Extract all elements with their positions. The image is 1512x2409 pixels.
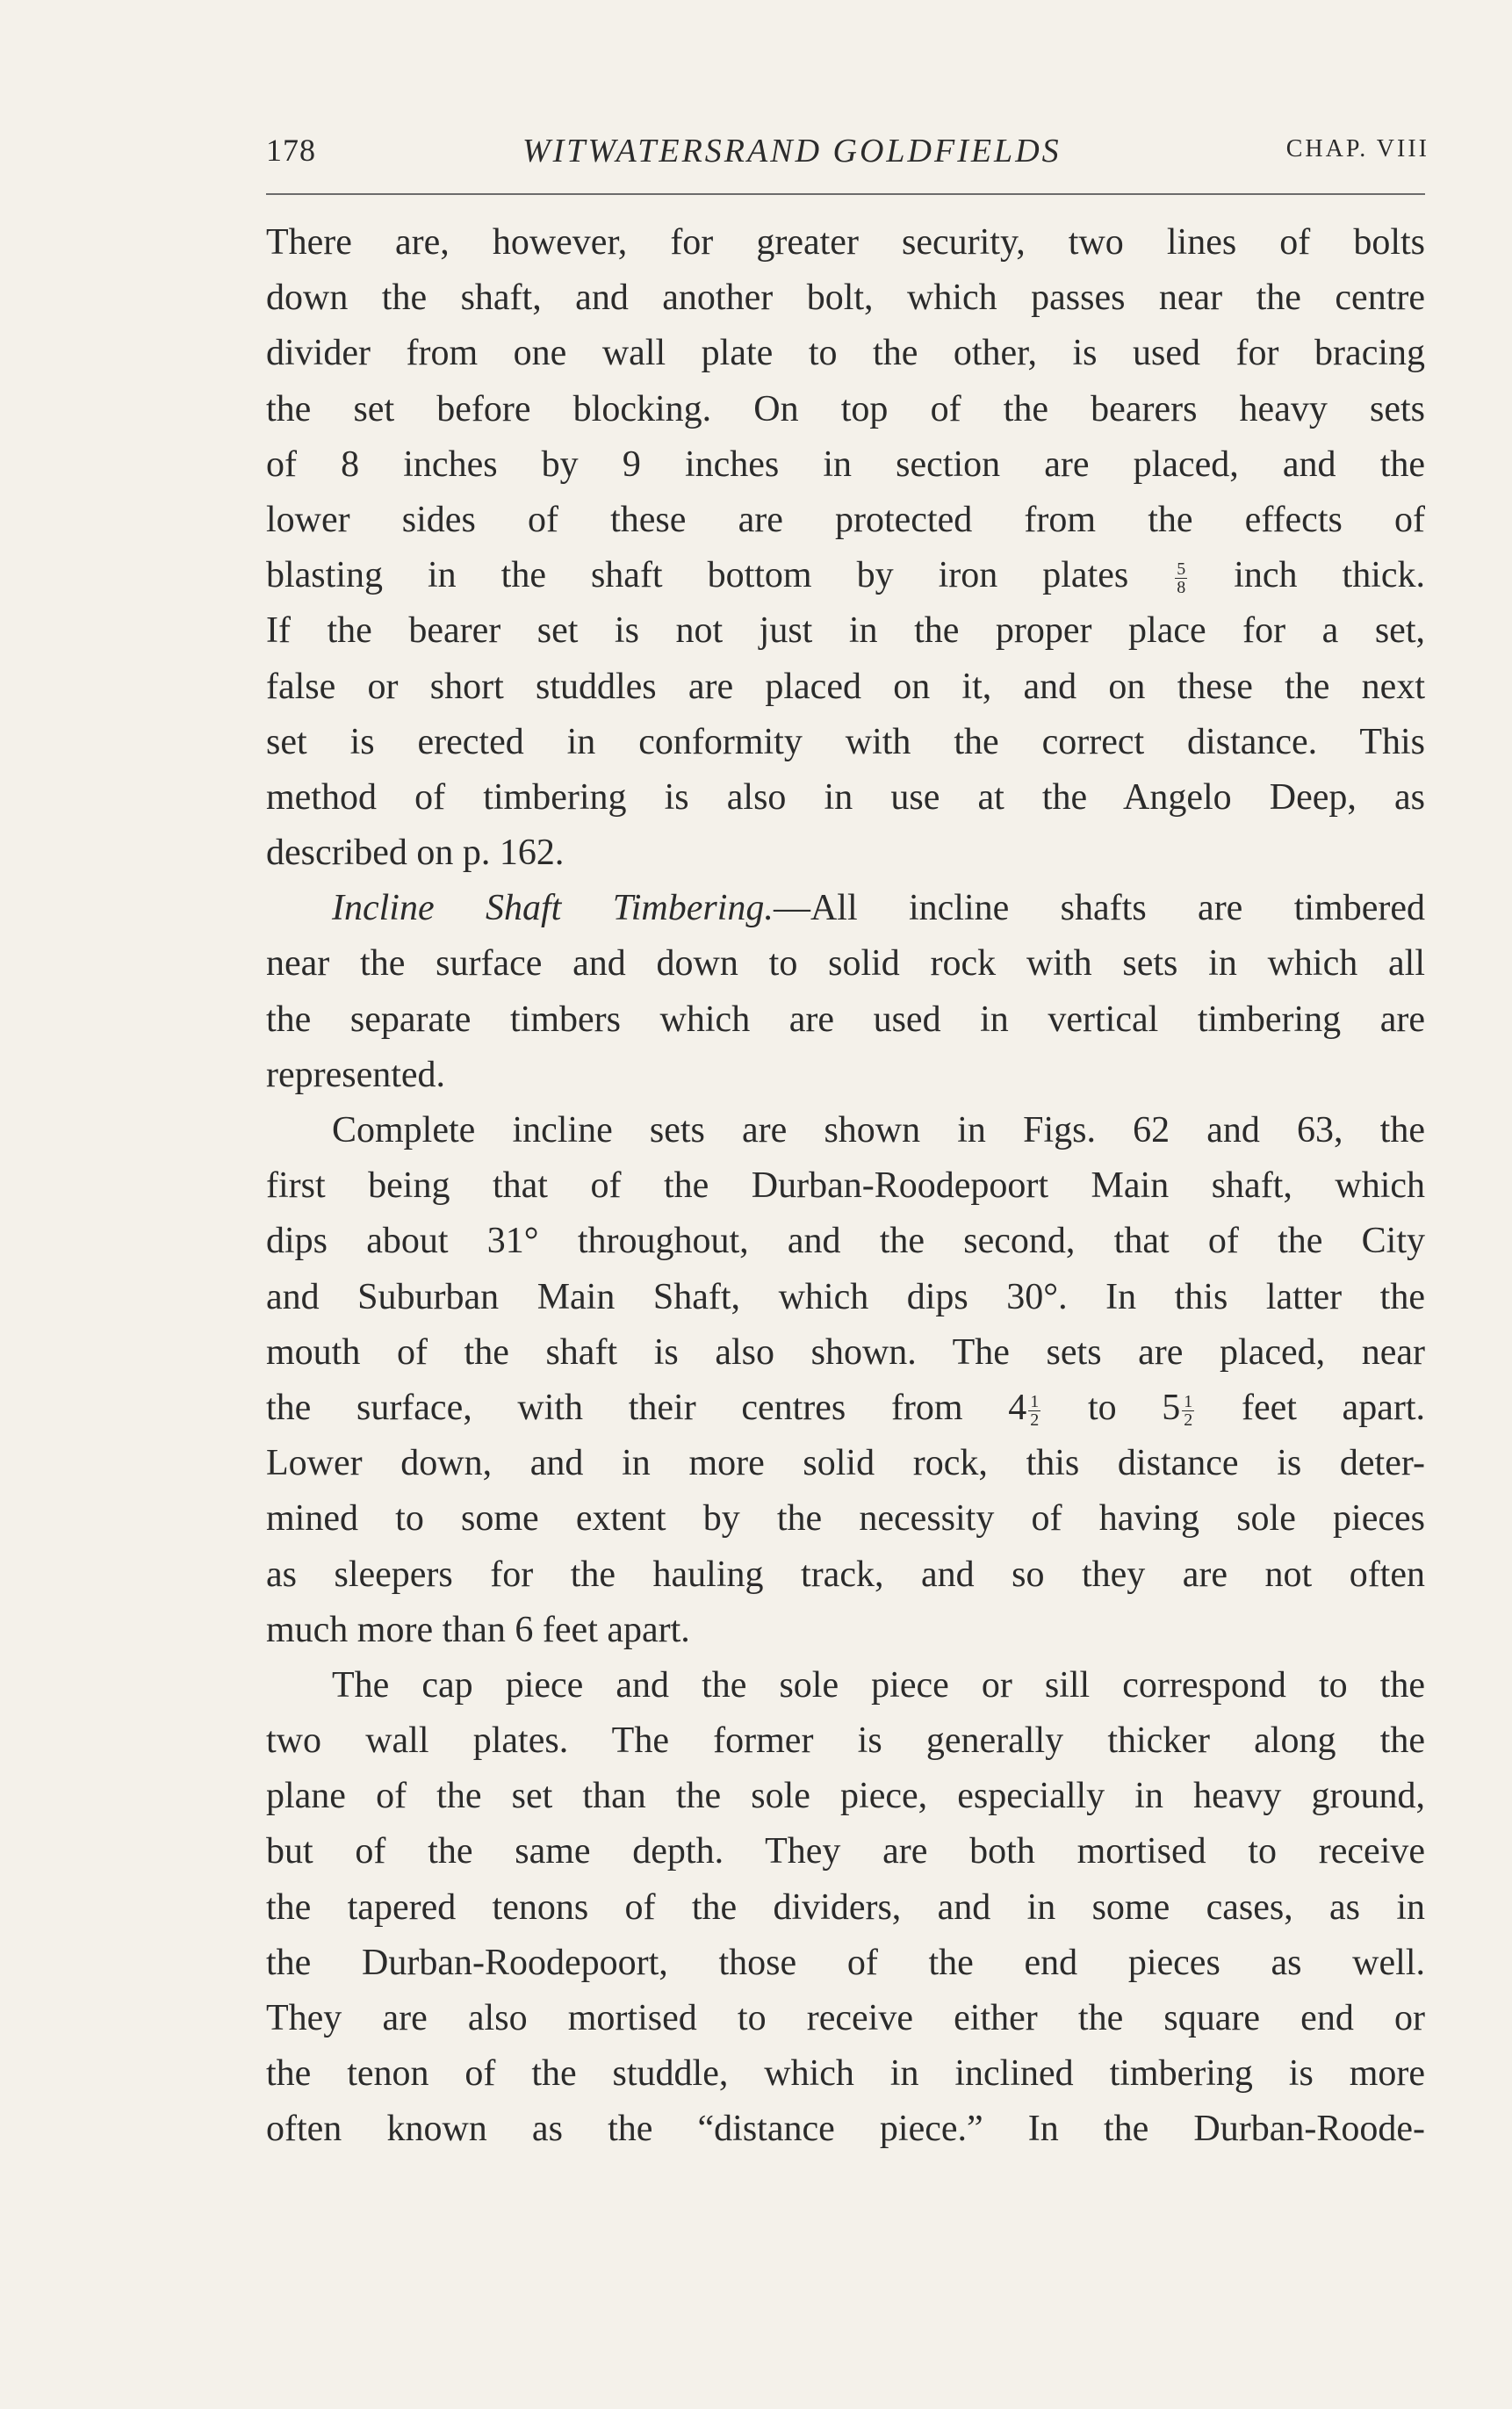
text-line: Complete incline sets are shown in Figs. 62 and 63, the (332, 1110, 1425, 1150)
mixed-number-5-half (1162, 1388, 1196, 1428)
fraction-numerator: 5 (1177, 559, 1186, 579)
text-line: first being that of the Durban-Roodepoort Main shaft, which (266, 1165, 1425, 1207)
text-line: represented. (266, 1054, 446, 1095)
text-line (266, 1381, 1425, 1436)
text-line: much more than 6 feet apart. (266, 1609, 690, 1650)
text-line: of 8 inches by 9 inches in section are placed, and the (266, 444, 1425, 485)
fraction-denominator: 2 (1184, 1410, 1193, 1430)
whole-number: 4 (1008, 1387, 1027, 1428)
fraction-half (1182, 1393, 1194, 1429)
text-line: often known as the “distance piece.” In the Durban-Roode- (266, 2109, 1425, 2150)
text-line: as sleepers for the hauling track, and so they are not often (266, 1554, 1425, 1595)
fraction-numerator: 1 (1030, 1391, 1040, 1411)
text-line: the separate timbers which are used in vertical timbering are (266, 999, 1425, 1040)
text-line: method of timbering is also in use at the Angelo Deep, as (266, 776, 1425, 818)
whole-number: 5 (1162, 1387, 1181, 1428)
text-line: lower sides of these are protected from the effects of (266, 499, 1425, 540)
text-line: If the bearer set is not just in the proper place for a set, (266, 610, 1425, 652)
text-line: the set before blocking. On top of the bearers heavy sets (266, 388, 1425, 429)
text-line: mined to some extent by the necessity of having sole pieces (266, 1498, 1425, 1540)
text-segment: feet apart. (1241, 1387, 1425, 1428)
fraction-denominator: 8 (1177, 577, 1186, 597)
text-line: mouth of the shaft is also shown. The sets are placed, near (266, 1331, 1425, 1373)
text-line: set is erected in conformity with the correct distance. This (266, 721, 1425, 762)
text-line: and Suburban Main Shaft, which dips 30°. In this latter the (266, 1276, 1425, 1317)
text-line: There are, however, for greater security, two lines of bolts (266, 222, 1425, 263)
chapter-label: CHAP. VIII (1285, 135, 1429, 162)
running-title: WITWATERSRAND GOLDFIELDS (522, 133, 1062, 169)
text-line: divider from one wall plate to the other, is used for bracing (266, 333, 1425, 374)
text-segment: the surface, with their centres from (266, 1387, 963, 1428)
text-line (266, 881, 1425, 936)
text-line: down the shaft, and another bolt, which passes near the centre (266, 278, 1425, 319)
fraction-numerator: 1 (1184, 1391, 1193, 1411)
text-line: false or short studdles are placed on it, and on these the next (266, 666, 1425, 707)
page-header (266, 132, 1429, 184)
section-heading: Incline Shaft Timbering. (332, 888, 774, 929)
text-segment: —All incline shafts are timbered (773, 888, 1425, 929)
text-line: but of the same depth. They are both mortised to receive (266, 1831, 1425, 1872)
text-line (266, 548, 1425, 603)
text-line: dips about 31° throughout, and the second, that of the City (266, 1221, 1425, 1262)
header-rule (266, 193, 1425, 195)
fraction-denominator: 2 (1030, 1410, 1040, 1430)
text-line: plane of the set than the sole piece, especially in heavy ground, (266, 1776, 1425, 1817)
mixed-number-4-half (1008, 1388, 1042, 1428)
text-segment: blasting in the shaft bottom by iron plates (266, 555, 1129, 596)
text-line: The cap piece and the sole piece or sill correspond to the (332, 1664, 1425, 1706)
text-segment: to (1087, 1387, 1117, 1428)
text-segment: inch thick. (1234, 555, 1426, 596)
body-text (266, 215, 1425, 2158)
text-line: described on p. 162. (266, 833, 565, 874)
fraction-five-eighths (1175, 560, 1187, 596)
text-line: the tenon of the studdle, which in inclined timbering is more (266, 2053, 1425, 2095)
page-number: 178 (266, 133, 316, 168)
fraction-half (1028, 1393, 1040, 1429)
text-line: two wall plates. The former is generally thicker along the (266, 1720, 1425, 1762)
text-line: the tapered tenons of the dividers, and in some cases, as in (266, 1886, 1425, 1928)
text-line: the Durban-Roodepoort, those of the end pieces as well. (266, 1942, 1425, 1983)
text-line: near the surface and down to solid rock with sets in which all (266, 943, 1425, 985)
text-line: They are also mortised to receive either the square end or (266, 1998, 1425, 2038)
text-line: Lower down, and in more solid rock, this distance is deter- (266, 1443, 1425, 1484)
